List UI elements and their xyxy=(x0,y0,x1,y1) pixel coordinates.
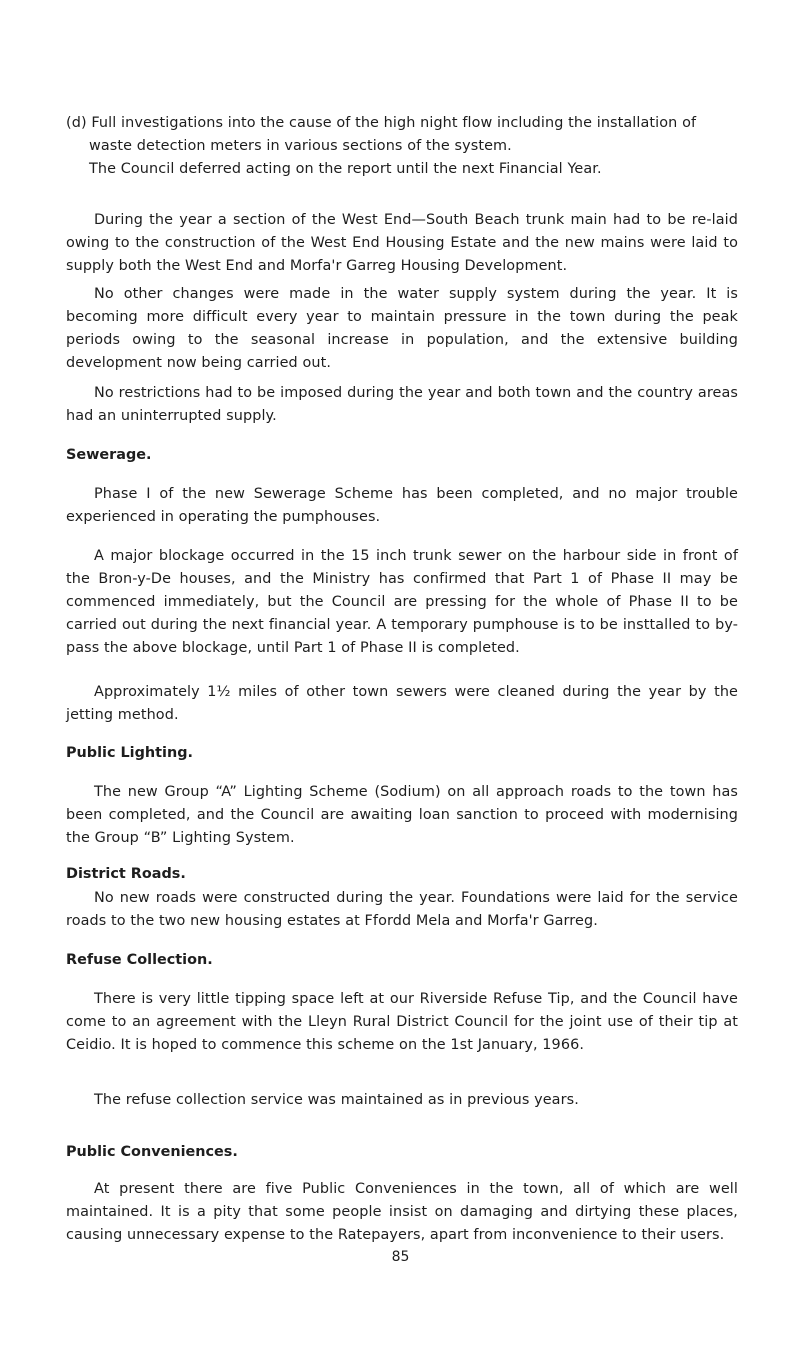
heading-refuse-collection: Refuse Collection. xyxy=(66,952,213,968)
paragraph-d-line3: The Council deferred acting on the report until the next Financial Year. xyxy=(89,161,602,177)
paragraph-new-roads: No new roads were constructed during the year. Foundations were laid for the service roads to the two new housing estates at Ffordd Mela and Morfa'r Garreg. xyxy=(66,890,738,929)
heading-sewerage: Sewerage. xyxy=(66,447,152,463)
paragraph-d-line2: waste detection meters in various sections of the system. xyxy=(89,138,512,154)
paragraph-d-investigations xyxy=(66,112,741,181)
paragraph-lighting-scheme: The new Group “A” Lighting Scheme (Sodium) on all approach roads to the town has been completed, and the Council are awaiting loan sanction to proceed with modernising the Group “B” Lighting System. xyxy=(66,784,738,846)
heading-public-conveniences: Public Conveniences. xyxy=(66,1144,238,1160)
heading-public-lighting: Public Lighting. xyxy=(66,745,193,761)
paragraph-major-blockage: A major blockage occurred in the 15 inch trunk sewer on the harbour side in front of the Bron-y-De houses, and the Ministry has confirmed that Part 1 of Phase II may be commenced immediately, but the Council are pressing for the whole of Phase II to be carried out during the next financial year. A temporary pumphouse is to be insttalled to by-pass the above blockage, until Part 1 of Phase II is completed. xyxy=(66,548,738,656)
paragraph-refuse-service: The refuse collection service was maintained as in previous years. xyxy=(94,1092,579,1108)
paragraph-sewerage-phase-one: Phase I of the new Sewerage Scheme has been completed, and no major trouble experienced in operating the pumphouses. xyxy=(66,486,738,525)
paragraph-no-restrictions: No restrictions had to be imposed during the year and both town and the country areas had an uninterrupted supply. xyxy=(66,385,738,424)
paragraph-trunk-main: During the year a section of the West End—South Beach trunk main had to be re-laid owing to the construction of the West End Housing Estate and the new mains were laid to supply both the West End and Morfa'r Garreg Housing Development. xyxy=(66,212,738,274)
paragraph-tipping-space: There is very little tipping space left at our Riverside Refuse Tip, and the Council have come to an agreement with the Lleyn Rural District Council for the joint use of their tip at Ceidio. It is hoped to commence this scheme on the 1st January, 1966. xyxy=(66,991,738,1053)
page-number: 85 xyxy=(391,1249,410,1265)
paragraph-sewers-cleaned: Approximately 1½ miles of other town sewers were cleaned during the year by the jetting method. xyxy=(66,684,738,723)
paragraph-water-supply-changes: No other changes were made in the water supply system during the year. It is becoming more difficult every year to maintain pressure in the town during the peak periods owing to the seasonal increase in population, and the extensive building development now being carried out. xyxy=(66,286,738,371)
paragraph-d-line1: (d) Full investigations into the cause of the high night flow including the installation of xyxy=(66,115,697,131)
paragraph-conveniences: At present there are five Public Conveniences in the town, all of which are well maintained. It is a pity that some people insist on damaging and dirtying these places, causing unnecessary expense to the Ratepayers, apart from inconvenience to their users. xyxy=(66,1181,738,1243)
heading-district-roads: District Roads. xyxy=(66,866,186,882)
